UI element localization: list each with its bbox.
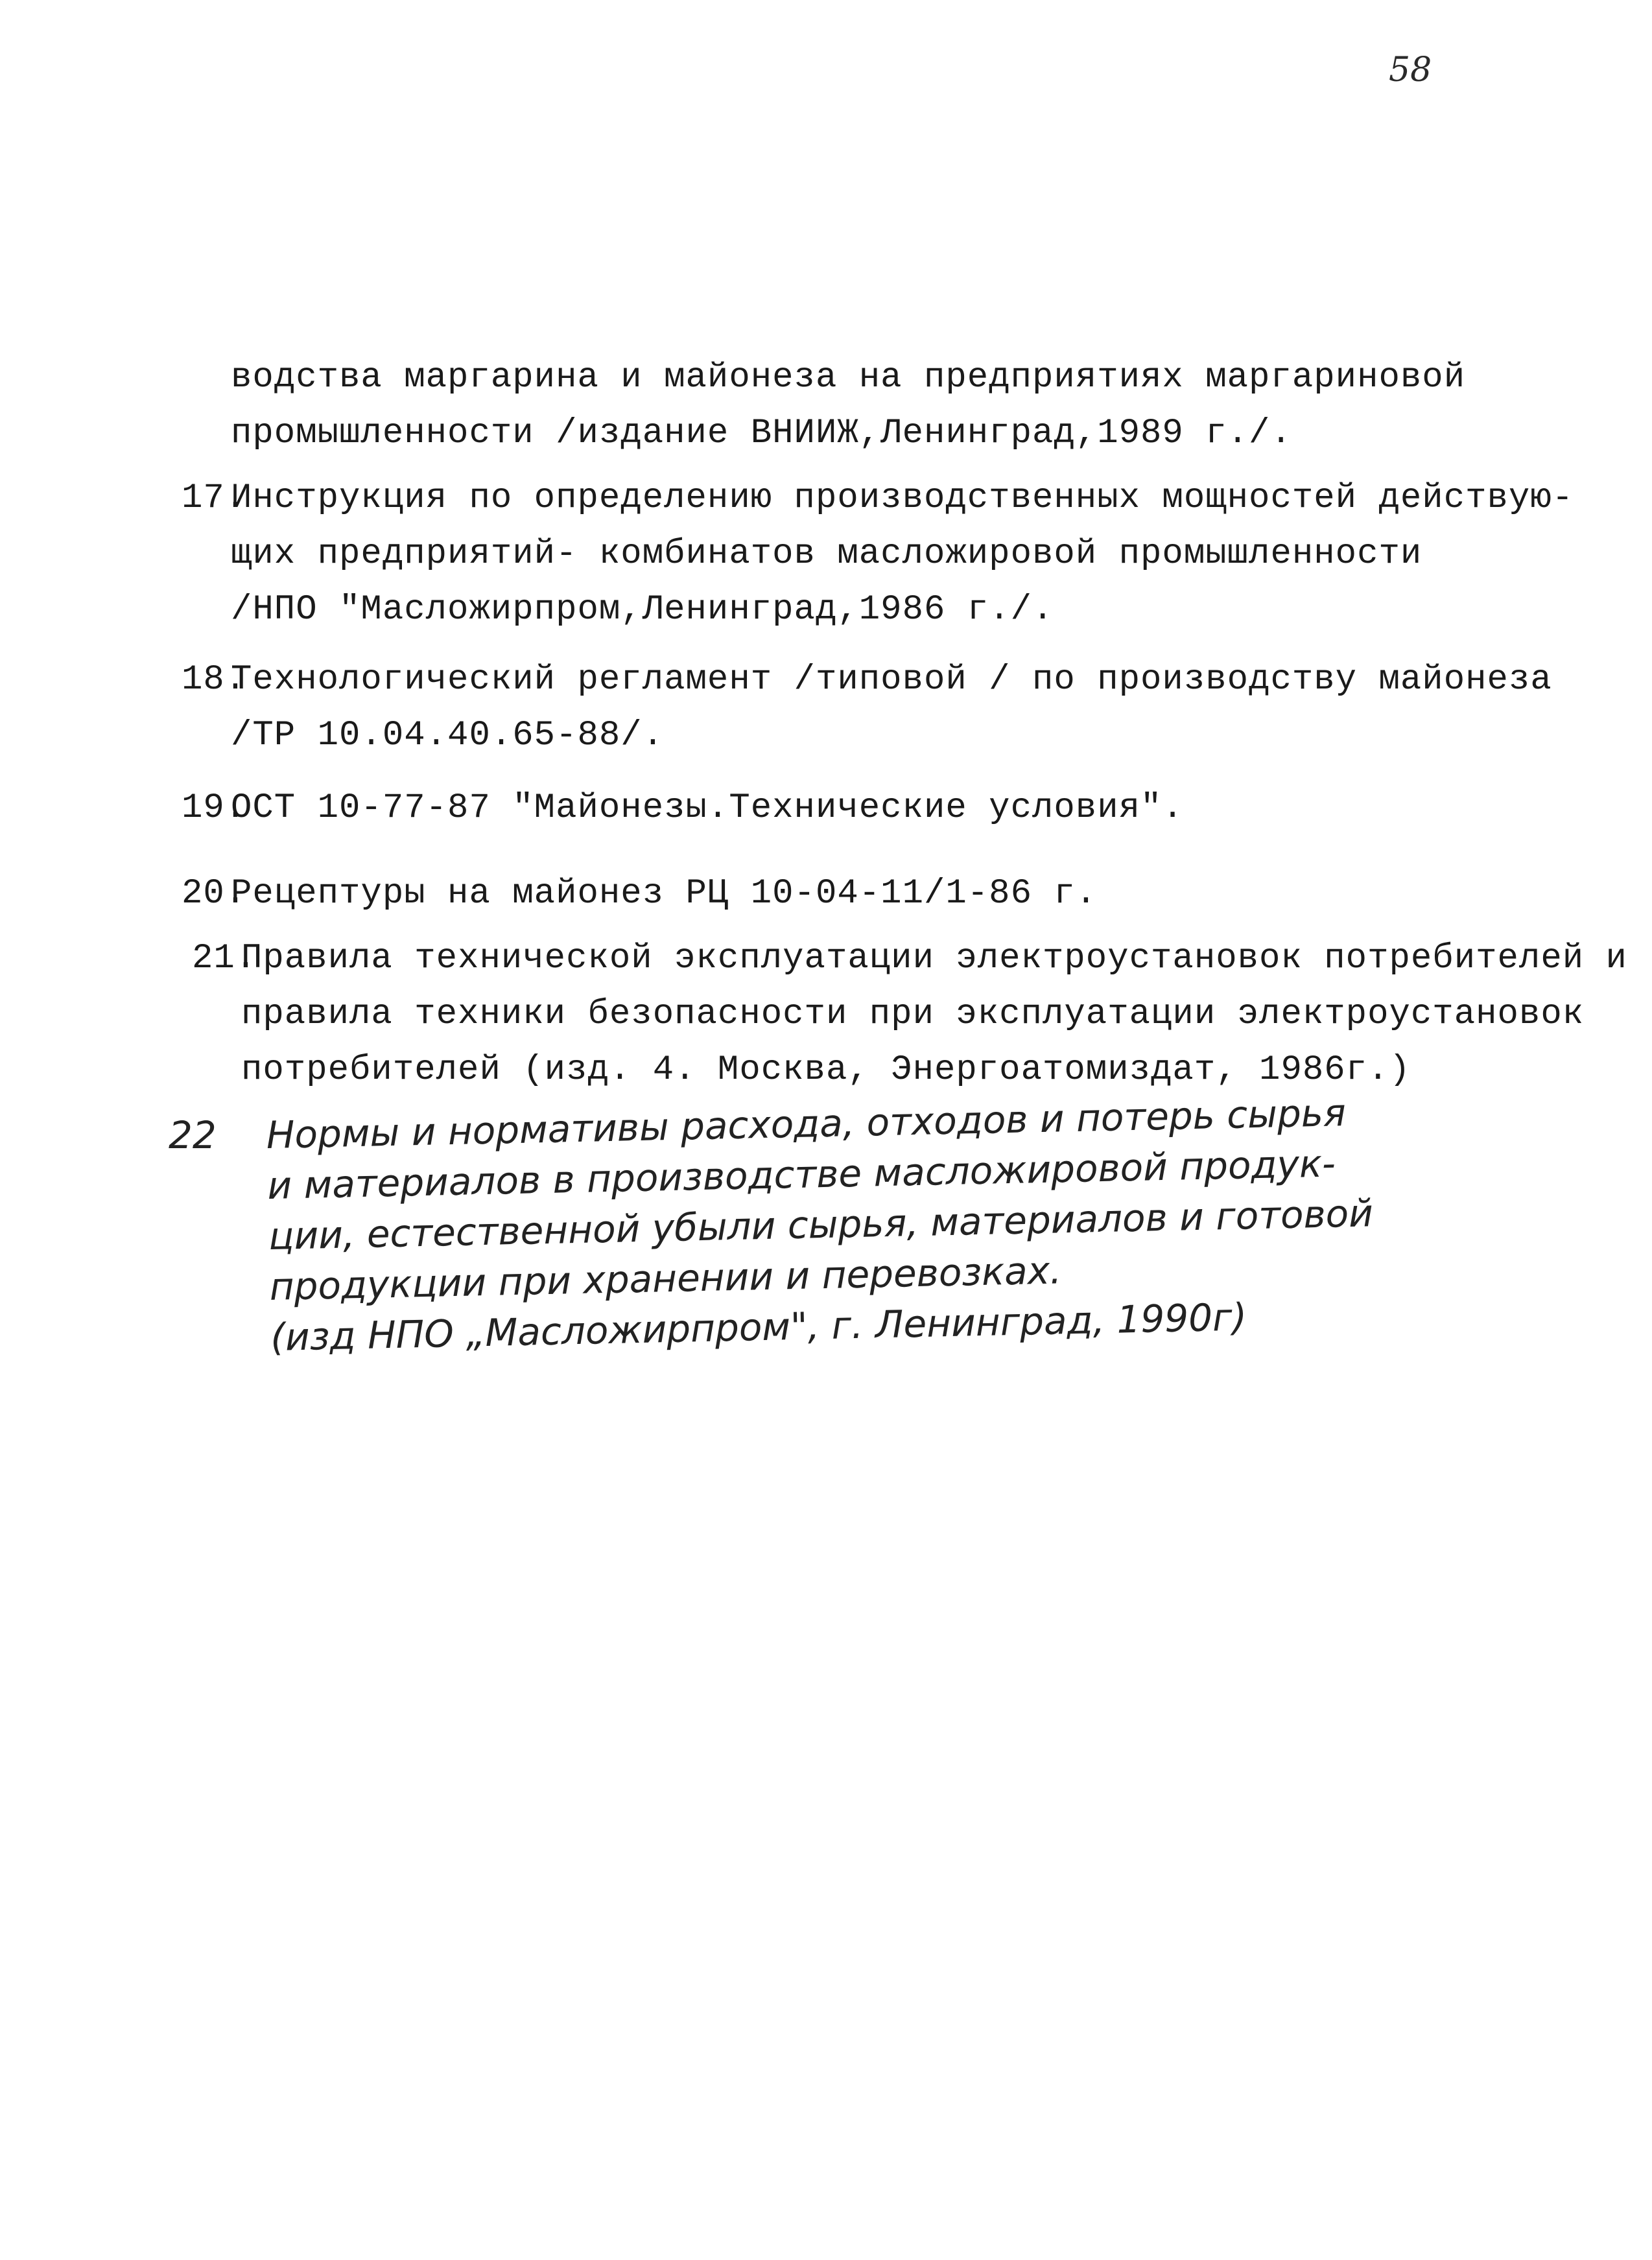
reference-line: правила техники безопасности при эксплуатации электроустановок (241, 995, 1585, 1034)
reference-number: 17. (182, 478, 247, 518)
reference-line: Правила технической эксплуатации электроустановок потребителей и (241, 939, 1627, 978)
continuation-line: водства маргарина и майонеза на предприятиях маргариновой (231, 358, 1466, 397)
reference-line: Рецептуры на майонез РЦ 10-04-11/1-86 г. (231, 874, 1098, 913)
reference-line: Технологический регламент /типовой / по производству майонеза (231, 660, 1552, 700)
reference-text (231, 471, 1574, 638)
reference-text (266, 1087, 1376, 1363)
reference-number: 19. (182, 788, 247, 828)
continuation-line: промышленности /издание ВНИИЖ,Ленинград,1989 г./. (231, 414, 1292, 453)
page-number: 58 (1389, 51, 1432, 89)
reference-line: ции, естественной убыли сырья, материалов и готовой (268, 1191, 1374, 1258)
reference-line: и материалов в производстве масложировой продук- (266, 1141, 1336, 1208)
reference-number: 22 (169, 1113, 217, 1157)
reference-number: 18. (182, 660, 247, 700)
reference-text (241, 931, 1627, 1098)
reference-text (231, 781, 1184, 836)
reference-line: (изд НПО „Масложирпром", г. Ленинград, 1990г) (270, 1295, 1247, 1360)
reference-line: щих предприятий- комбинатов масложировой промышленности (231, 534, 1422, 574)
reference-line: потребителей (изд. 4. Москва, Энергоатомиздат, 1986г.) (241, 1050, 1411, 1090)
reference-text (231, 652, 1552, 764)
reference-number: 21. (192, 939, 257, 978)
reference-line: продукции при хранении и перевозках. (269, 1248, 1063, 1309)
reference-line: ОСТ 10-77-87 "Майонезы.Технические условия". (231, 788, 1184, 828)
reference-line: Инструкция по определению производственных мощностей действую- (231, 478, 1574, 518)
reference-line: Нормы и нормативы расхода, отходов и потерь сырья (266, 1090, 1347, 1157)
reference-text (231, 866, 1097, 922)
reference-16-continuation (231, 350, 1465, 462)
reference-number: 20. (182, 874, 247, 913)
reference-line: /НПО "Масложирпром,Ленинград,1986 г./. (231, 590, 1054, 630)
reference-line: /ТР 10.04.40.65-88/. (231, 716, 665, 755)
